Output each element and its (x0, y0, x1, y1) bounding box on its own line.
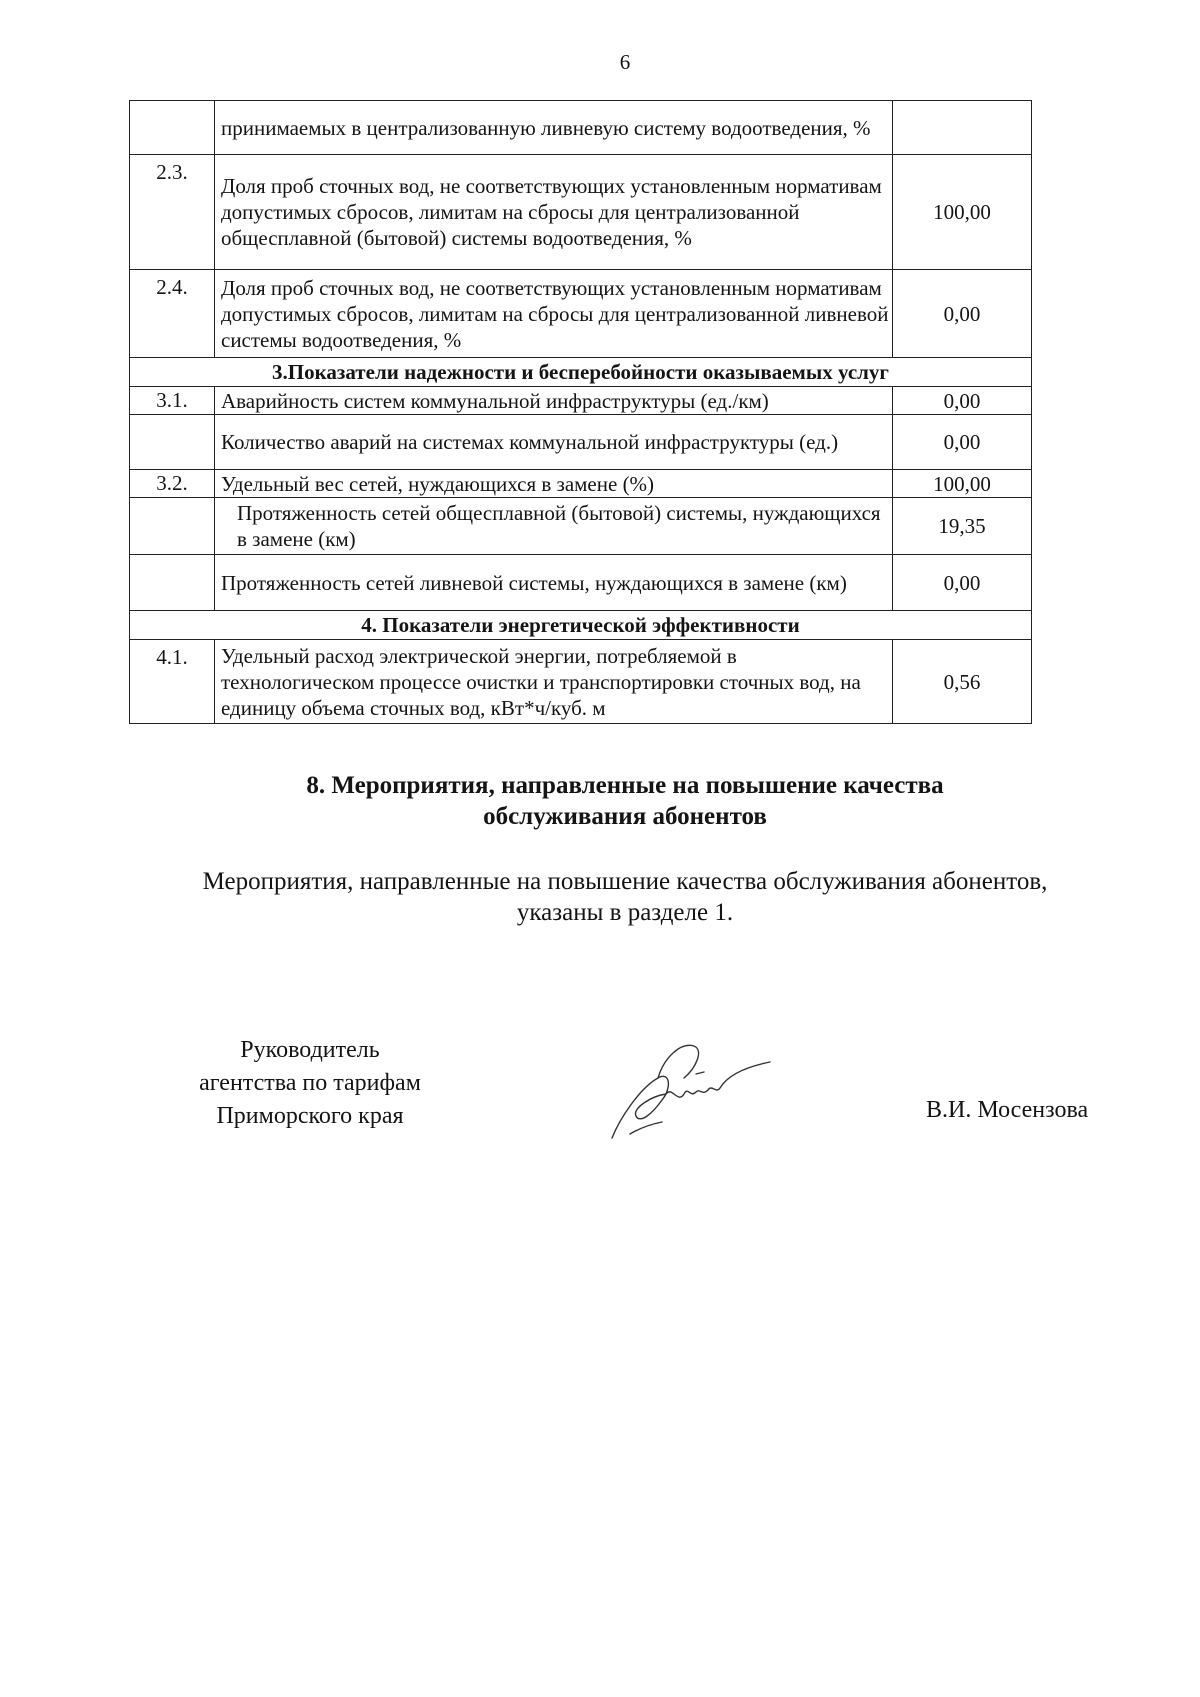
section-8-heading (200, 770, 1050, 832)
section-row (130, 358, 1032, 387)
row-number: 2.4. (130, 270, 215, 358)
section-8-text-line: Мероприятия, направленные на повышение качества обслуживания абонентов, (202, 868, 1048, 895)
row-number (130, 555, 215, 611)
indicator-value: 0,00 (893, 415, 1032, 470)
row-number (130, 415, 215, 470)
indicator-value: 0,00 (893, 387, 1032, 415)
indicator-value: 0,00 (893, 270, 1032, 358)
indicator-description: Протяженность сетей ливневой системы, нуждающихся в замене (км) (215, 555, 893, 611)
table-row (130, 101, 1032, 155)
section-8-heading-line: обслуживания абонентов (483, 803, 767, 830)
indicator-description: Удельный вес сетей, нуждающихся в замене (%) (215, 470, 893, 498)
table-row (130, 640, 1032, 724)
indicator-description: Аварийность систем коммунальной инфраструктуры (ед./км) (215, 387, 893, 415)
indicator-description: принимаемых в централизованную ливневую систему водоотведения, % (215, 101, 893, 155)
table-row (130, 555, 1032, 611)
row-number (130, 101, 215, 155)
signer-position-line: агентства по тарифам (199, 1070, 421, 1096)
indicator-value: 0,00 (893, 555, 1032, 611)
table-row (130, 155, 1032, 270)
indicator-description: Количество аварий на системах коммунальной инфраструктуры (ед.) (215, 415, 893, 470)
page-number: 6 (619, 50, 631, 74)
section-row (130, 611, 1032, 640)
indicator-description: Доля проб сточных вод, не соответствующих установленным нормативам допустимых сбросов, лимитам на сбросы для централизованной ливневой системы водоотведения, % (215, 270, 893, 358)
section-title: 3.Показатели надежности и бесперебойности оказываемых услуг (130, 358, 1032, 387)
row-number: 4.1. (130, 640, 215, 724)
signer-position-line: Приморского края (216, 1103, 404, 1129)
indicator-description: Доля проб сточных вод, не соответствующих установленным нормативам допустимых сбросов, лимитам на сбросы для централизованной общесплавной (бытовой) системы водоотведения, % (215, 155, 893, 270)
row-number: 2.3. (130, 155, 215, 270)
indicator-value: 100,00 (893, 155, 1032, 270)
table-row (130, 270, 1032, 358)
indicator-value: 100,00 (893, 470, 1032, 498)
section-8-text (130, 866, 1120, 928)
indicator-description: Удельный расход электрической энергии, потребляемой в технологическом процессе очистки и транспортировки сточных вод, на единицу объема сточных вод, кВт*ч/куб. м (215, 640, 893, 724)
section-8-text-line: указаны в разделе 1. (516, 899, 734, 926)
row-number (130, 498, 215, 555)
signer-name: В.И. Мосензова (926, 1097, 1089, 1123)
section-8-heading-line: 8. Мероприятия, направленные на повышение качества (306, 772, 944, 799)
indicator-description: Протяженность сетей общесплавной (бытовой) системы, нуждающихся в замене (км) (215, 498, 893, 555)
indicator-value (893, 101, 1032, 155)
table-row (130, 387, 1032, 415)
signer-position-line: Руководитель (240, 1037, 380, 1063)
indicator-value: 0,56 (893, 640, 1032, 724)
row-number: 3.2. (130, 470, 215, 498)
section-title: 4. Показатели энергетической эффективности (130, 611, 1032, 640)
handwritten-signature (600, 1038, 780, 1148)
row-number: 3.1. (130, 387, 215, 415)
indicator-value: 19,35 (893, 498, 1032, 555)
table-row (130, 415, 1032, 470)
table-row (130, 498, 1032, 555)
signer-position (160, 1034, 460, 1133)
indicators-table (129, 100, 1032, 724)
table-row (130, 470, 1032, 498)
